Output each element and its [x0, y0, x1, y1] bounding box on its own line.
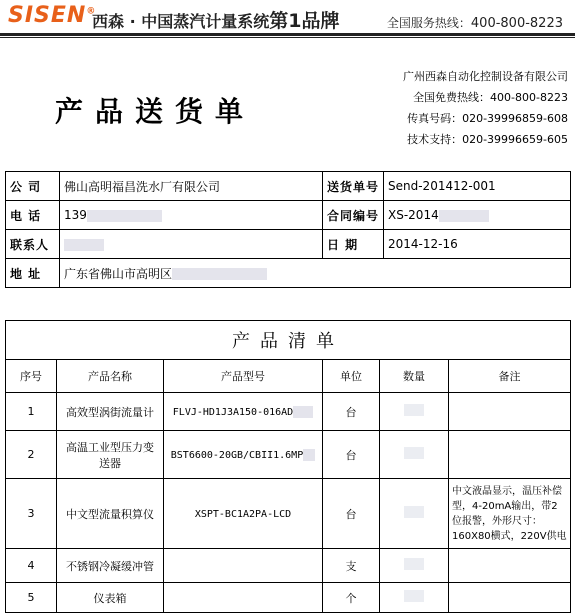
row-no: 5 [6, 583, 57, 613]
company-fax: 传真号码：020-39996859-608 [407, 112, 568, 125]
row-note [449, 393, 571, 431]
product-row [6, 431, 571, 479]
product-row [6, 479, 571, 549]
header-no: 序号 [6, 360, 57, 393]
row-name: 不锈钢冷凝缓冲管 [57, 549, 164, 583]
header-rule-thin [0, 37, 575, 38]
contact-cell [60, 230, 323, 259]
product-header-row [6, 360, 571, 393]
row-qty [380, 393, 449, 431]
row-model: BST6600-20GB/CBII1.6MP [170, 450, 304, 461]
company-name: 广州西森自动化控制设备有限公司 [403, 70, 568, 83]
product-row [6, 549, 571, 583]
product-row [6, 583, 571, 613]
row-name: 高温工业型压力变送器 [57, 431, 164, 479]
redaction-blur [404, 404, 424, 416]
send-no-value: Send-201412-001 [384, 172, 571, 201]
row-name: 仪表箱 [57, 583, 164, 613]
document-title: 产品送货单 [55, 95, 256, 128]
brand-logo [8, 3, 96, 28]
phone-value: 139 [64, 208, 87, 222]
redaction-blur [293, 406, 313, 418]
row-unit: 个 [323, 583, 380, 613]
slogan-text: 西森 · 中国蒸汽计量系统 [92, 12, 270, 31]
row-note [449, 431, 571, 479]
row-qty [380, 583, 449, 613]
phone-cell [60, 201, 323, 230]
row-model [164, 583, 323, 613]
row-note: 中文液晶显示，温压补偿型，4-20mA输出，带2位报警，外形尺寸：160X80横式，220V供电 [449, 479, 571, 549]
product-row [6, 393, 571, 431]
phone-label: 电 话 [6, 201, 60, 230]
row-name: 中文型流量积算仪 [57, 479, 164, 549]
row-unit: 台 [323, 393, 380, 431]
info-row-company [6, 172, 571, 201]
header-rule-thick [0, 33, 575, 36]
row-model: FLVJ-HD1J3A150-016AD [172, 407, 294, 418]
row-no: 2 [6, 431, 57, 479]
row-no: 1 [6, 393, 57, 431]
address-cell [60, 259, 571, 288]
redaction-blur [404, 506, 424, 518]
row-model: XSPT-BC1A2PA-LCD [194, 509, 292, 520]
row-no: 3 [6, 479, 57, 549]
redaction-blur [404, 447, 424, 459]
contract-value: XS-2014 [388, 208, 439, 222]
brand-logo-text: SISEN [8, 3, 87, 28]
redaction-blur [172, 268, 267, 280]
slogan-highlight: 第1品牌 [269, 10, 340, 32]
row-note [449, 549, 571, 583]
header-note: 备注 [449, 360, 571, 393]
header-unit: 单位 [323, 360, 380, 393]
redaction-blur [404, 590, 424, 602]
product-list-title-row [6, 321, 571, 360]
info-row-address [6, 259, 571, 288]
row-unit: 台 [323, 479, 380, 549]
redaction-blur [303, 449, 315, 461]
row-model [164, 549, 323, 583]
redaction-blur [64, 239, 104, 251]
redaction-blur [439, 210, 489, 222]
row-unit: 支 [323, 549, 380, 583]
header-name: 产品名称 [57, 360, 164, 393]
company-free-hotline: 全国免费热线：400-800-8223 [413, 91, 568, 104]
header-hotline [387, 14, 563, 31]
company-info [403, 66, 568, 150]
row-unit: 台 [323, 431, 380, 479]
row-qty [380, 431, 449, 479]
row-note [449, 583, 571, 613]
delivery-info-table [5, 171, 571, 288]
redaction-blur [404, 558, 424, 570]
row-no: 4 [6, 549, 57, 583]
header-model: 产品型号 [164, 360, 323, 393]
row-qty [380, 549, 449, 583]
info-row-contact [6, 230, 571, 259]
date-label: 日 期 [323, 230, 384, 259]
row-name: 高效型涡街流量计 [57, 393, 164, 431]
hotline-number: 400-800-8223 [470, 16, 563, 31]
contract-cell [384, 201, 571, 230]
header-qty: 数量 [380, 360, 449, 393]
contact-label: 联系人 [6, 230, 60, 259]
row-model-cell [164, 479, 323, 549]
row-model-cell [164, 431, 323, 479]
info-row-phone [6, 201, 571, 230]
product-list-title: 产品清单 [6, 321, 571, 360]
hotline-label: 全国服务热线： [386, 16, 471, 30]
row-qty [380, 479, 449, 549]
registered-mark: ® [86, 6, 97, 17]
company-value: 佛山高明福昌洗水厂有限公司 [60, 172, 323, 201]
brand-slogan [92, 6, 339, 33]
send-no-label: 送货单号 [323, 172, 384, 201]
company-support: 技术支持：020-39996659-605 [407, 133, 568, 146]
row-model-cell [164, 393, 323, 431]
address-value: 广东省佛山市高明区 [64, 266, 173, 281]
redaction-blur [87, 210, 162, 222]
address-label: 地 址 [6, 259, 60, 288]
company-label: 公 司 [6, 172, 60, 201]
date-value: 2014-12-16 [384, 230, 571, 259]
product-list-table [5, 320, 571, 613]
contract-label: 合同编号 [323, 201, 384, 230]
page-header [0, 0, 575, 40]
